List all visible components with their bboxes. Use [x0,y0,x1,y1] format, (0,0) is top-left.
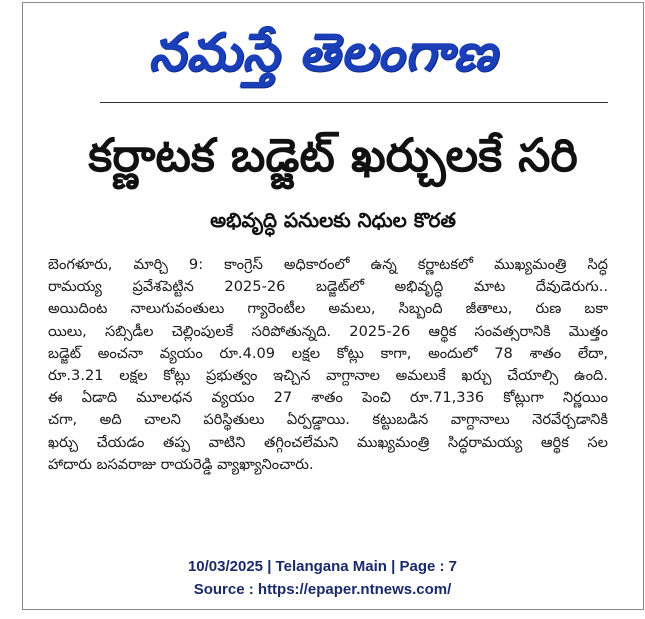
article-subheadline: అభివృద్ధి పనులకు నిధుల కొరత [210,208,456,232]
article-body-line: రూ.3.21 లక్షల కోట్లు ప్రభుత్వం ఇచ్చిన వాగ్దానాల అమలుకే ఖర్చు చేయాల్సి ఉంది. [48,366,608,384]
article-body-line: బడ్జెట్ అంచనా వ్యయం రూ.4.09 లక్షల కోట్లు కాగా, అందులో 78 శాతం లేదా, [48,344,608,362]
publication-info: 10/03/2025 | Telangana Main | Page : 7 [187,558,458,575]
masthead-divider [100,102,608,103]
article-body-line: ఈ ఏడాది మూలధన వ్యయం 27 శాతం పెంచి రూ.71,336 కోట్లుగా నిర్ణయిం [48,389,608,407]
article-body [48,254,608,476]
article-body-line: యిలు, సబ్సిడీల చెల్లింపులకే సరిపోతున్నది. 2025-26 ఆర్థిక సంవత్సరానికి మొత్తం [48,322,608,340]
article-body-line: హాదారు బసవరాజు రాయరెడ్డి వ్యాఖ్యానించారు. [48,455,314,473]
source-link[interactable]: Source : https://epaper.ntnews.com/ [193,581,452,598]
article-body-line: చగా, అది చాలని పరిస్థితులు ఏర్పడ్డాయి. కట్టుబడిన వాగ్దానాలు నెరవేర్చడానికి [48,411,608,429]
article-headline: కర్ణాటక బడ్జెట్ ఖర్చులకే సరి [88,128,578,182]
article-body-line: రామయ్య ప్రవేశపెట్టిన 2025-26 బడ్జెట్‌లో అభివృద్ధి మాట దేవుడెరుగు.. [48,278,608,296]
article-body-line: ఖర్చు చేయడం తప్ప వాటిని తగ్గించలేమని ముఖ్యమంత్రి సిద్ధరామయ్య ఆర్థిక సల [48,433,608,451]
article-body-line: అయిదింట నాలుగువంతులు గ్యారెంటీల అమలు, సిబ్బంది జీతాలు, రుణ బకా [48,300,608,318]
newspaper-masthead: నమస్తే తెలంగాణ [148,23,498,83]
article-body-line: బెంగళూరు, మార్చి 9: కాంగ్రెస్ అధికారంలో ఉన్న కర్ణాటకలో ముఖ్యమంత్రి సిద్ధ [48,256,608,273]
